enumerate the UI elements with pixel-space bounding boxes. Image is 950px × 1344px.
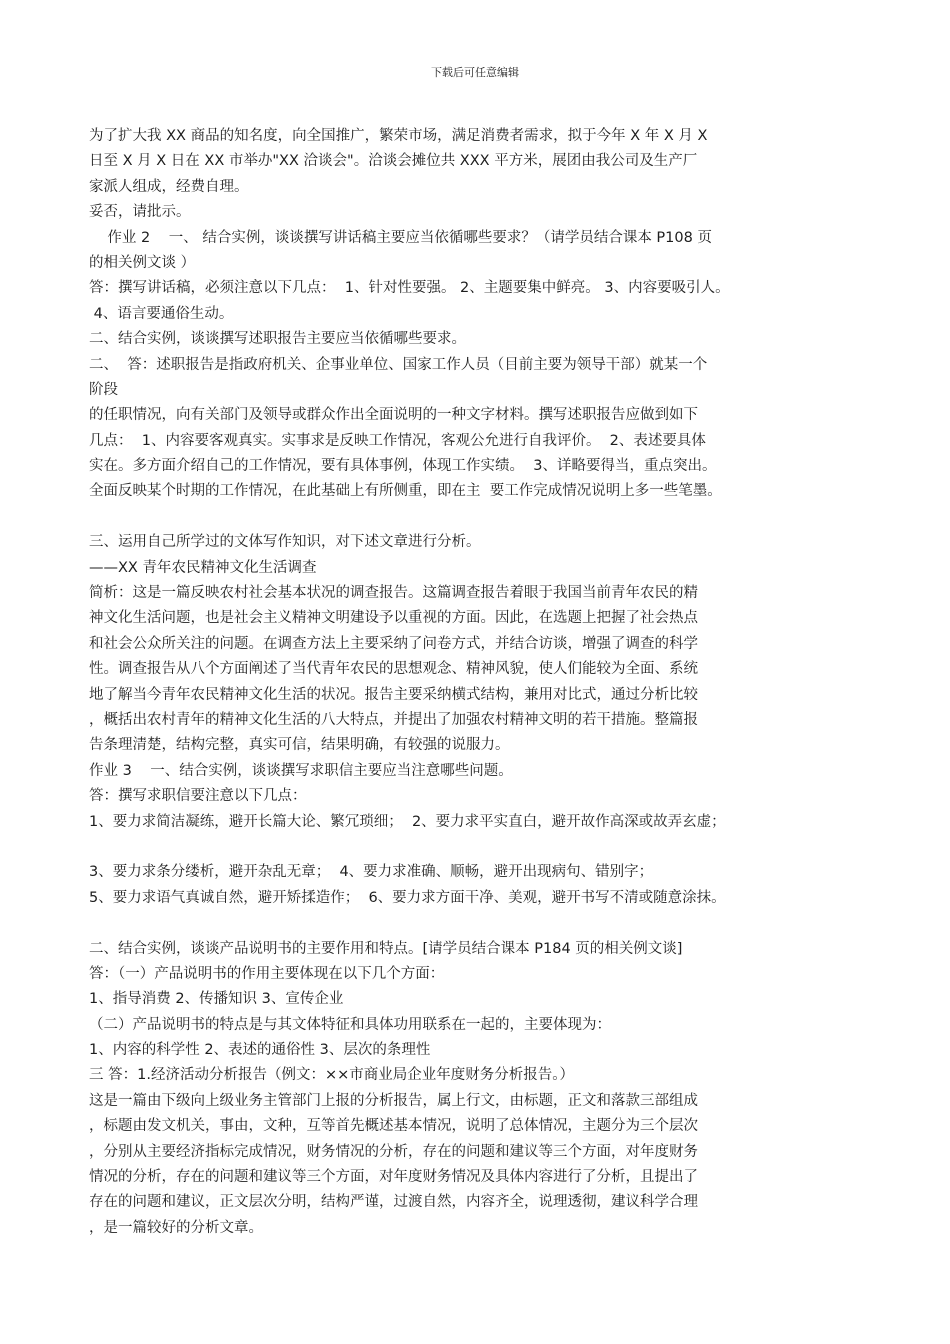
text-line: 二、结合实例，谈谈产品说明书的主要作用和特点。[请学员结合课本 P184 页的相关例文谈]	[89, 940, 683, 957]
text-line: 3、要力求条分缕析，避开杂乱无章； 4、要力求准确、顺畅，避开出现病句、错别字；	[89, 864, 654, 881]
text-line: 阶段	[89, 381, 118, 398]
text-line: 的任职情况，向有关部门及领导或群众作出全面说明的一种文字材料。撰写述职报告应做到如下	[89, 407, 698, 424]
text-line: 几点： 1、内容要客观真实。实事求是反映工作情况，客观公允进行自我评价。 2、表述要具体	[89, 432, 706, 449]
blank-line	[89, 911, 869, 936]
text-line: 简析：这是一篇反映农村社会基本状况的调查报告。这篇调查报告着眼于我国当前青年农民的精	[89, 585, 698, 602]
text-line: 的相关例文谈 ）	[89, 254, 196, 271]
text-line: 二、结合实例，谈谈撰写述职报告主要应当依循哪些要求。	[89, 331, 466, 348]
text-line: 三、运用自己所学过的文体写作知识，对下述文章进行分析。	[89, 534, 481, 551]
text-line: 日至 X 月 X 日在 XX 市举办"XX 洽谈会"。洽谈会摊位共 XXX 平方米，展团由我公司及生产厂	[89, 153, 698, 170]
page-header-note: 下载后可任意编辑	[431, 66, 519, 79]
text-line: ，分别从主要经济指标完成情况，财务情况的分析，存在的问题和建议等三个方面，对年度财务	[89, 1143, 698, 1160]
text-line: 实在。多方面介绍自己的工作情况，要有具体事例，体现工作实绩。 3、详略要得当，重点突出。	[89, 458, 717, 475]
blank-line	[89, 835, 869, 860]
text-line: 为了扩大我 XX 商品的知名度，向全国推广，繁荣市场，满足消费者需求，拟于今年 X 年 X 月 X	[89, 128, 708, 144]
text-line: 神文化生活问题，也是社会主义精神文明建设予以重视的方面。因此，在选题上把握了社会热点	[89, 610, 698, 627]
text-line: 情况的分析，存在的问题和建议等三个方面，对年度财务情况及具体内容进行了分析，且提出了	[89, 1169, 698, 1186]
text-line: ，是一篇较好的分析文章。	[89, 1219, 263, 1236]
text-line: 4、语言要通俗生动。	[89, 305, 234, 322]
text-line: ——XX 青年农民精神文化生活调查	[89, 559, 317, 576]
text-line: 5、要力求语气真诚自然，避开矫揉造作； 6、要力求方面干净、美观，避开书写不清或随意涂抹。	[89, 889, 726, 906]
text-line: 答：（一）产品说明书的作用主要体现在以下几个方面：	[89, 965, 445, 982]
text-line: 二、 答：述职报告是指政府机关、企事业单位、国家工作人员（目前主要为领导干部）就某一个	[89, 356, 708, 373]
text-line: 1、内容的科学性 2、表述的通俗性 3、层次的条理性	[89, 1042, 431, 1059]
text-line: 作业 3 一、结合实例，谈谈撰写求职信主要应当注意哪些问题。	[89, 762, 513, 779]
text-line: 三 答：1.经济活动分析报告（例文：××市商业局企业年度财务分析报告。）	[89, 1067, 574, 1084]
text-line: 全面反映某个时期的工作情况，在此基础上有所侧重，即在主 要工作完成情况说明上多一些笔墨。	[89, 483, 722, 500]
text-line: 1、指导消费 2、传播知识 3、宣传企业	[89, 991, 344, 1008]
text-line: 答：撰写讲话稿，必须注意以下几点： 1、针对性要强。 2、主题要集中鲜亮。 3、内容要吸引人。	[89, 280, 730, 297]
blank-line	[89, 505, 869, 530]
text-line: 1、要力求简洁凝练，避开长篇大论、繁冗琐细； 2、要力求平实直白，避开故作高深或故弄玄虚；	[89, 813, 726, 830]
text-line: 地了解当今青年农民精神文化生活的状况。报告主要采纳横式结构，兼用对比式，通过分析比较	[89, 686, 698, 703]
text-line: 告条理清楚，结构完整，真实可信，结果明确，有较强的说服力。	[89, 737, 510, 754]
text-line: （二）产品说明书的特点是与其文体特征和具体功用联系在一起的，主要体现为：	[89, 1016, 611, 1033]
text-line: ，概括出农村青年的精神文化生活的八大特点，并提出了加强农村精神文明的若干措施。整篇报	[89, 711, 698, 728]
text-line: ，标题由发文机关，事由，文种，互等首先概述基本情况，说明了总体情况，主题分为三个层次	[89, 1118, 698, 1135]
document-body	[89, 124, 869, 1241]
text-line: 家派人组成，经费自理。	[89, 178, 249, 195]
text-line: 答：撰写求职信要注意以下几点：	[89, 788, 307, 805]
text-line: 存在的问题和建议，正文层次分明，结构严谨，过渡自然，内容齐全，说理透彻，建议科学合理	[89, 1194, 698, 1211]
text-line: 性。调查报告从八个方面阐述了当代青年农民的思想观念、精神风貌，使人们能较为全面、系统	[89, 661, 698, 678]
text-line: 和社会公众所关注的问题。在调查方法上主要采纳了问卷方式，并结合访谈，增强了调查的科学	[89, 635, 698, 652]
text-line: 这是一篇由下级向上级业务主管部门上报的分析报告，属上行文，由标题，正文和落款三部组成	[89, 1092, 698, 1109]
text-line: 作业 2 一、 结合实例，谈谈撰写讲话稿主要应当依循哪些要求？（请学员结合课本 P108 页	[89, 229, 712, 246]
text-line: 妥否，请批示。	[89, 204, 191, 221]
